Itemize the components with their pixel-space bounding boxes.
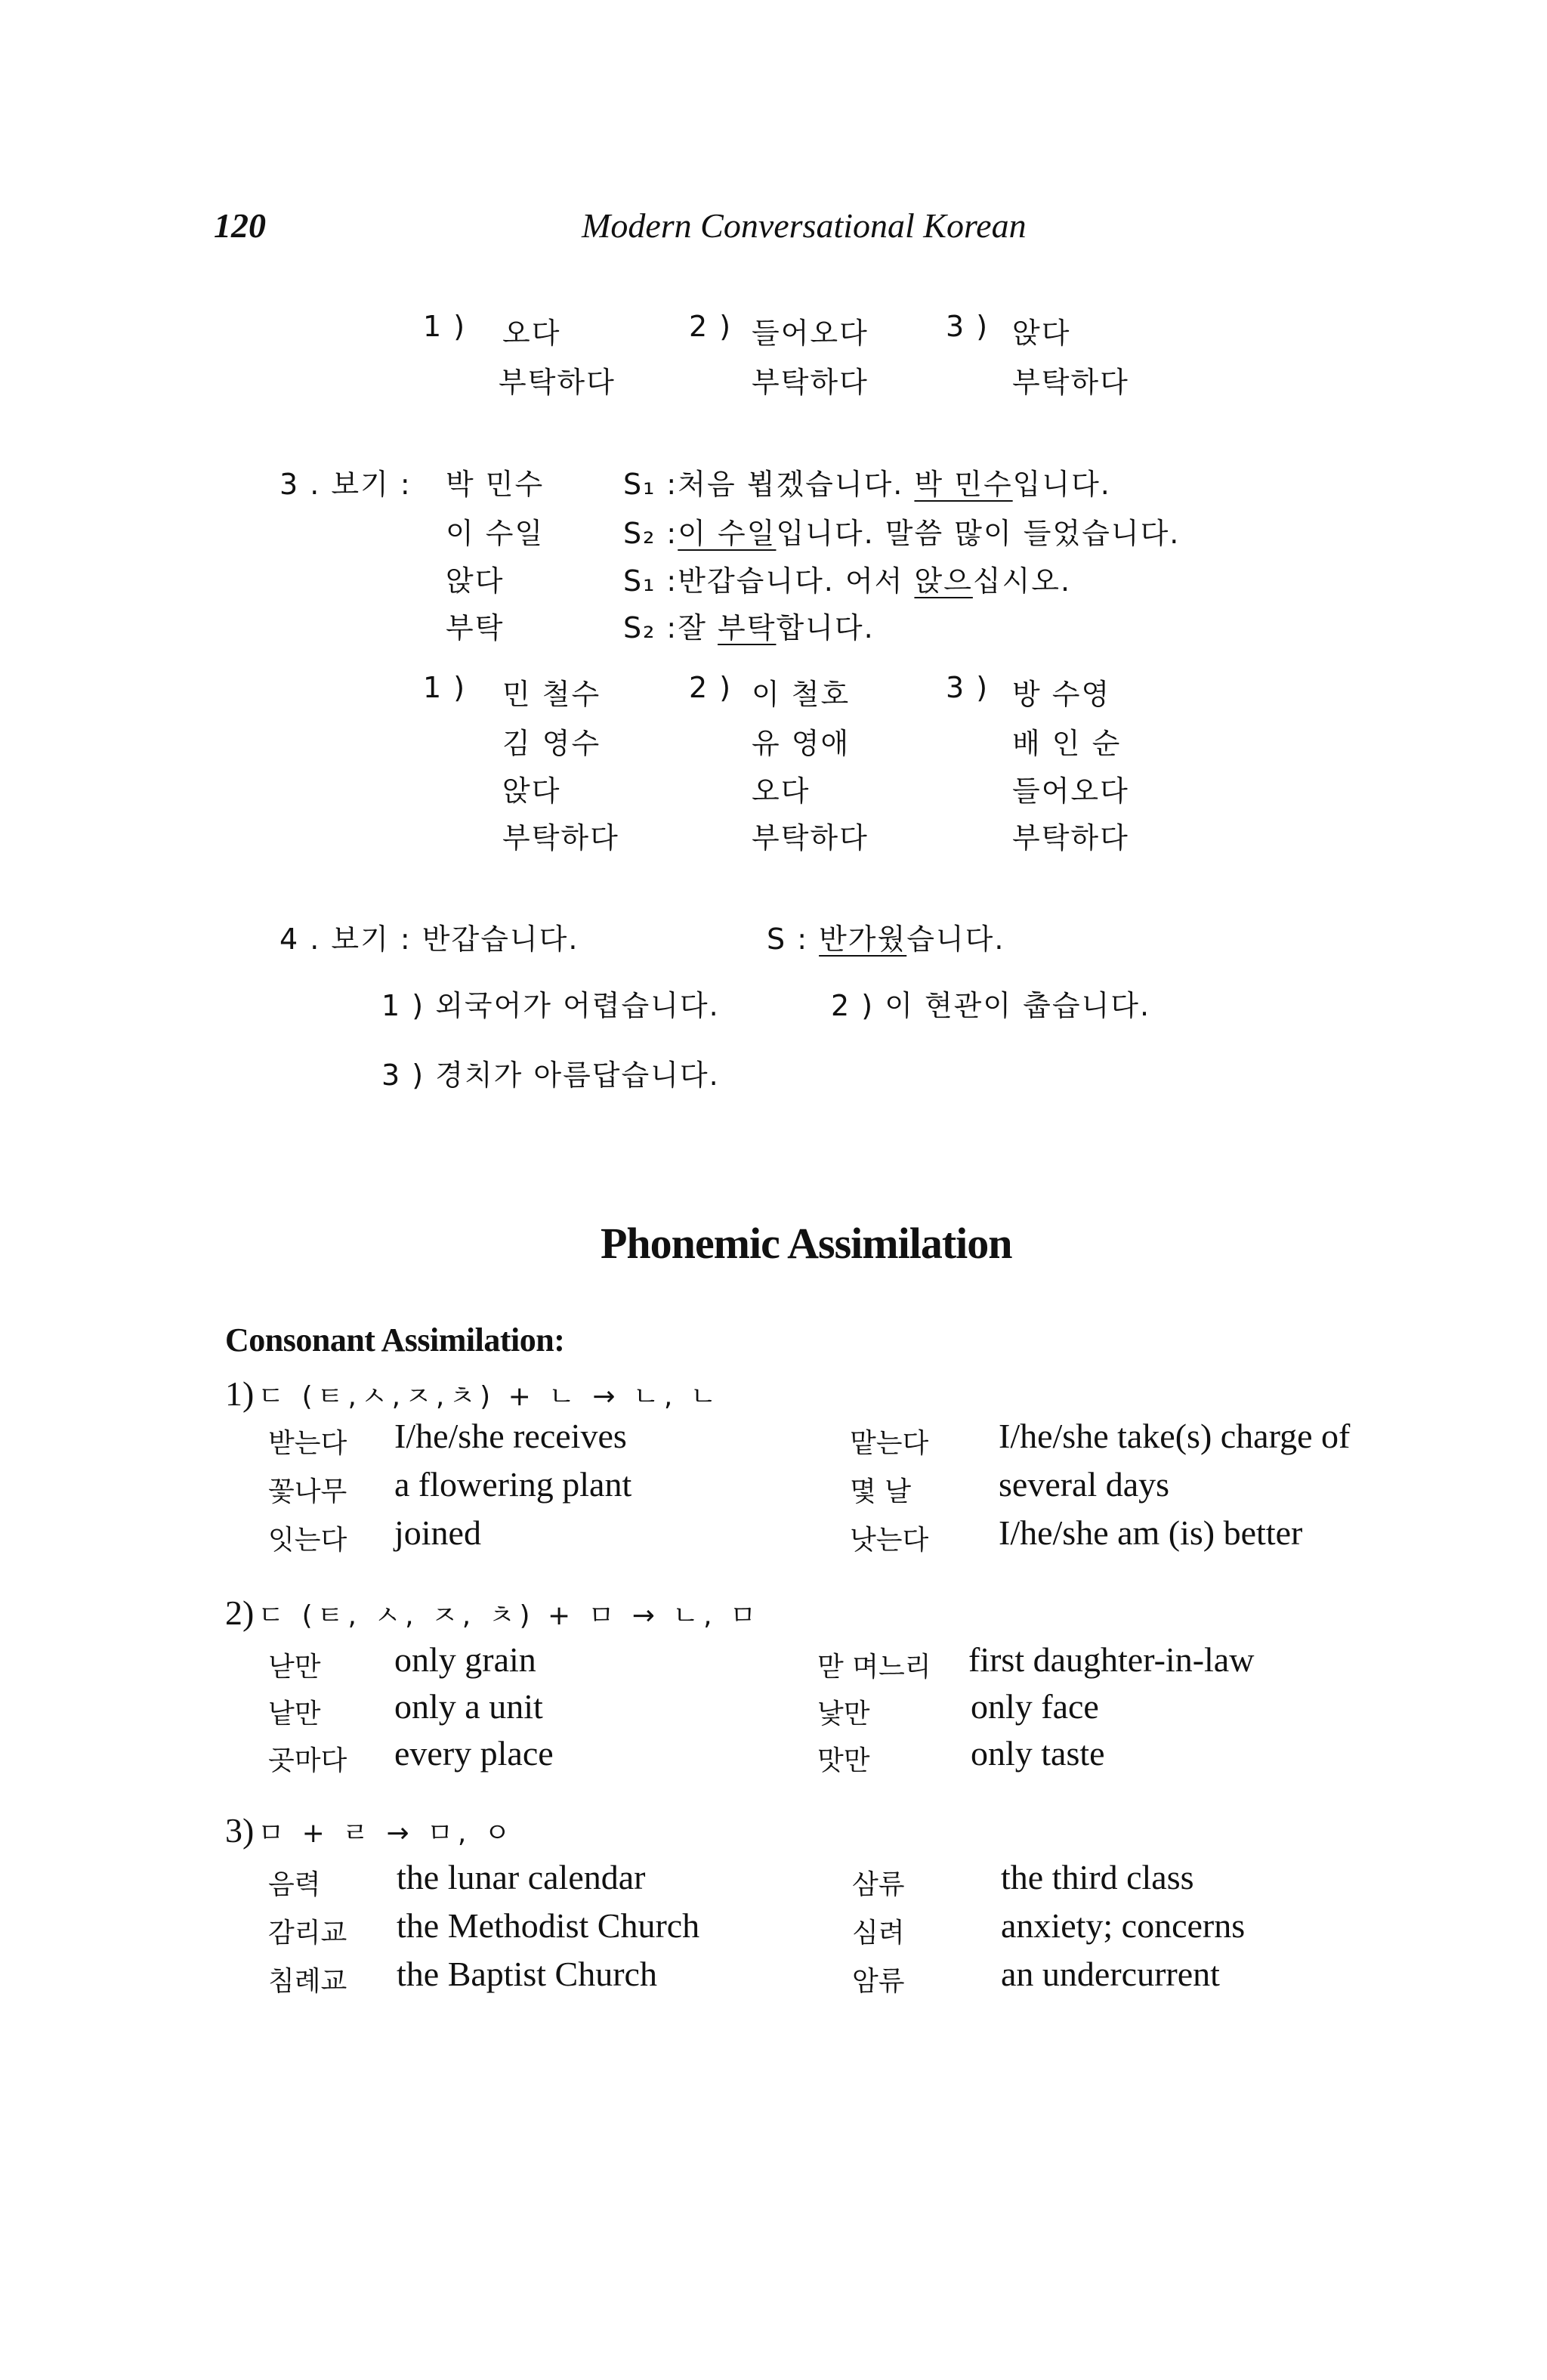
korean-word: 암류 bbox=[852, 1966, 905, 1997]
drill3-word: 유 영애 bbox=[752, 727, 851, 760]
rule-header bbox=[225, 1810, 515, 1850]
drill2-word: 앉다 bbox=[1012, 317, 1071, 350]
drill2-word: 들어오다 bbox=[752, 317, 869, 350]
speaker-label: S₁ : bbox=[623, 564, 678, 598]
drill2-item-num: 1 ) bbox=[423, 310, 467, 343]
dialogue-line: S₁ :반갑습니다. 어서 앉으십시오. bbox=[623, 564, 1072, 598]
english-gloss: joined bbox=[394, 1513, 481, 1552]
drill2-word: 부탁하다 bbox=[499, 366, 616, 399]
drill3-word: 부탁하다 bbox=[752, 821, 869, 855]
korean-word: 꽃나무 bbox=[268, 1476, 347, 1507]
korean-word: 음력 bbox=[268, 1869, 321, 1900]
english-gloss: only face bbox=[971, 1687, 1099, 1726]
drill3-word: 이 철호 bbox=[752, 678, 851, 711]
korean-word: 심려 bbox=[852, 1918, 905, 1949]
rule-number: 1) bbox=[225, 1374, 255, 1413]
korean-word: 맏 며느리 bbox=[817, 1652, 931, 1683]
rule-formula: ㅁ + ㄹ → ㅁ, ㅇ bbox=[258, 1818, 515, 1849]
running-header-title: Modern Conversational Korean bbox=[582, 206, 1027, 245]
english-gloss: I/he/she receives bbox=[394, 1417, 627, 1455]
drill3-example: 이 수일 bbox=[446, 517, 545, 550]
drill4-item: 2 ) 이 현관이 춥습니다. bbox=[831, 989, 1151, 1022]
drill4-item: 1 ) 외국어가 어렵습니다. bbox=[381, 989, 720, 1022]
english-gloss: several days bbox=[999, 1465, 1170, 1504]
drill3-word: 방 수영 bbox=[1012, 678, 1111, 711]
drill3-label: 3 . 보기 : bbox=[279, 468, 412, 501]
korean-word: 잇는다 bbox=[268, 1525, 347, 1556]
drill3-word: 김 영수 bbox=[502, 727, 601, 760]
english-gloss: the lunar calendar bbox=[397, 1858, 646, 1896]
english-gloss: I/he/she take(s) charge of bbox=[999, 1417, 1351, 1455]
speaker-label: S₂ : bbox=[623, 611, 678, 644]
dialogue-line: S₂ :이 수일입니다. 말씀 많이 들었습니다. bbox=[623, 517, 1181, 550]
rule-formula: ㄷ (ㅌ, ㅅ, ㅈ, ㅊ) + ㅁ → ㄴ, ㅁ bbox=[258, 1600, 761, 1631]
drill3-example: 앉다 bbox=[446, 564, 505, 598]
drill3-word: 들어오다 bbox=[1012, 774, 1129, 808]
korean-word: 낟만 bbox=[268, 1652, 321, 1683]
rule-header bbox=[225, 1374, 721, 1414]
korean-word: 낱만 bbox=[268, 1698, 321, 1729]
drill3-word: 오다 bbox=[752, 774, 811, 808]
english-gloss: anxiety; concerns bbox=[1001, 1906, 1246, 1945]
drill2-word: 부탁하다 bbox=[752, 366, 869, 399]
dialogue-line: S₂ :잘 부탁합니다. bbox=[623, 611, 875, 644]
rule-formula: ㄷ (ㅌ,ㅅ,ㅈ,ㅊ) + ㄴ → ㄴ, ㄴ bbox=[258, 1381, 721, 1412]
drill2-word: 오다 bbox=[502, 317, 561, 350]
drill2-item-num: 3 ) bbox=[946, 310, 990, 343]
drill3-item-num: 3 ) bbox=[946, 671, 990, 704]
page-number: 120 bbox=[214, 206, 266, 245]
drill3-word: 앉다 bbox=[502, 774, 561, 808]
drill4-item: 3 ) 경치가 아름답습니다. bbox=[381, 1059, 720, 1092]
drill2-item-num: 2 ) bbox=[689, 310, 733, 343]
korean-word: 곳마다 bbox=[268, 1745, 347, 1776]
section-title: Phonemic Assimilation bbox=[601, 1219, 1012, 1268]
drill3-word: 부탁하다 bbox=[1012, 821, 1129, 855]
section-subtitle: Consonant Assimilation: bbox=[225, 1321, 565, 1358]
korean-word: 낯만 bbox=[817, 1698, 870, 1729]
english-gloss: a flowering plant bbox=[394, 1465, 632, 1504]
english-gloss: only taste bbox=[971, 1734, 1105, 1773]
rule-number: 2) bbox=[225, 1593, 255, 1632]
korean-word: 몇 날 bbox=[850, 1476, 911, 1507]
drill3-word: 부탁하다 bbox=[502, 821, 619, 855]
drill3-word: 민 철수 bbox=[502, 678, 601, 711]
korean-word: 낫는다 bbox=[850, 1525, 929, 1556]
dialogue-line: S₁ :처음 뵙겠습니다. 박 민수입니다. bbox=[623, 468, 1111, 501]
english-gloss: only a unit bbox=[394, 1687, 543, 1726]
drill3-word: 배 인 순 bbox=[1012, 727, 1122, 760]
korean-word: 침례교 bbox=[268, 1966, 347, 1997]
korean-word: 삼류 bbox=[852, 1869, 905, 1900]
english-gloss: an undercurrent bbox=[1001, 1955, 1220, 1993]
rule-header bbox=[225, 1593, 761, 1633]
drill3-item-num: 2 ) bbox=[689, 671, 733, 704]
drill4-label: 4 . 보기 : 반갑습니다. bbox=[279, 923, 579, 956]
rule-number: 3) bbox=[225, 1811, 255, 1850]
speaker-label: S₂ : bbox=[623, 517, 678, 550]
speaker-label: S₁ : bbox=[623, 468, 678, 501]
drill3-item-num: 1 ) bbox=[423, 671, 467, 704]
korean-word: 맡는다 bbox=[850, 1428, 929, 1459]
drill4-answer: S : 반가웠습니다. bbox=[767, 923, 1005, 956]
english-gloss: every place bbox=[394, 1734, 554, 1773]
english-gloss: the third class bbox=[1001, 1858, 1194, 1896]
english-gloss: first daughter-in-law bbox=[968, 1640, 1255, 1679]
korean-word: 감리교 bbox=[268, 1918, 347, 1949]
english-gloss: the Baptist Church bbox=[397, 1955, 657, 1993]
drill3-example: 부탁 bbox=[446, 611, 505, 644]
drill3-example: 박 민수 bbox=[446, 468, 545, 501]
korean-word: 받는다 bbox=[268, 1428, 347, 1459]
english-gloss: I/he/she am (is) better bbox=[999, 1513, 1303, 1552]
english-gloss: only grain bbox=[394, 1640, 536, 1679]
english-gloss: the Methodist Church bbox=[397, 1906, 700, 1945]
drill2-word: 부탁하다 bbox=[1012, 366, 1129, 399]
korean-word: 맛만 bbox=[817, 1745, 870, 1776]
